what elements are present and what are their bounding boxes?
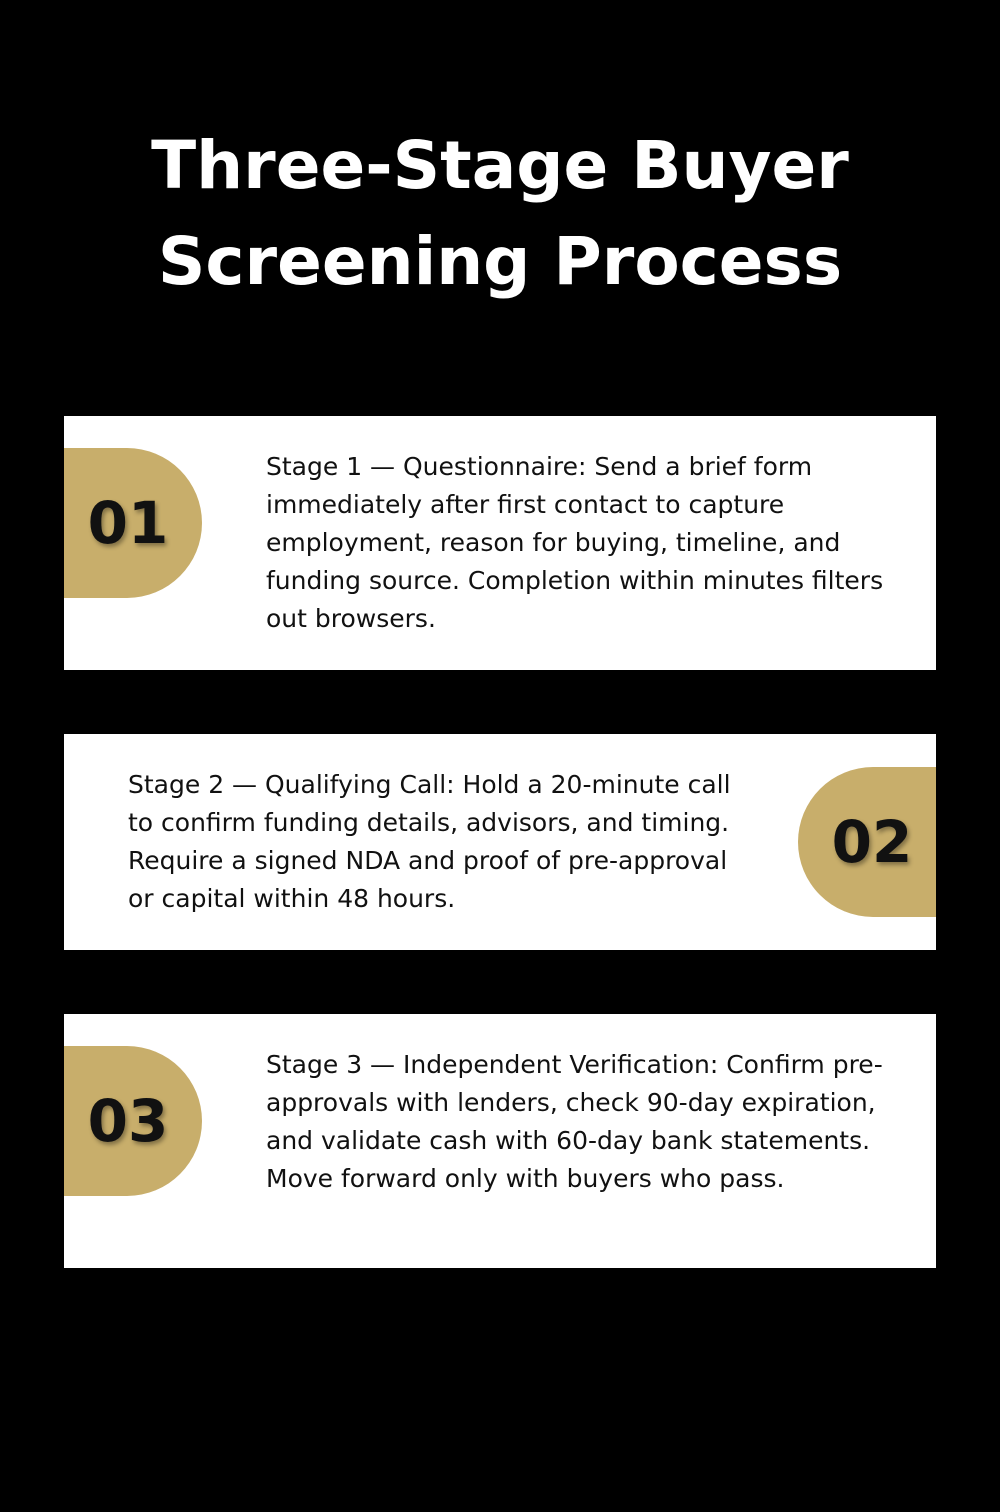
title-line-1: Three-Stage Buyer xyxy=(151,127,849,204)
stage-badge-3 xyxy=(64,1046,202,1196)
stage-badge-2 xyxy=(798,767,936,917)
stage-card-1 xyxy=(64,416,936,670)
stage-description-2: Stage 2 — Qualifying Call: Hold a 20-minute call to confirm funding details, advisors, and timing. Require a signed NDA and proof of pre-approval or capital within 48 hours. xyxy=(128,770,731,913)
stage-card-3 xyxy=(64,1014,936,1268)
stage-description-1: Stage 1 — Questionnaire: Send a brief form immediately after first contact to capture employment, reason for buying, timeline, and funding source. Completion within minutes filters out browsers. xyxy=(266,452,884,633)
stage-card-2 xyxy=(64,734,936,950)
stage-number-3: 03 xyxy=(87,1087,169,1155)
stage-number-2: 02 xyxy=(831,808,913,876)
stage-number-1: 01 xyxy=(87,489,169,557)
stage-badge-1 xyxy=(64,448,202,598)
stage-description-3: Stage 3 — Independent Verification: Confirm pre-approvals with lenders, check 90-day expiration, and validate cash with 60-day bank statements. Move forward only with buyers who pass. xyxy=(266,1050,883,1193)
page-title xyxy=(0,118,1000,310)
title-line-2: Screening Process xyxy=(157,223,843,300)
